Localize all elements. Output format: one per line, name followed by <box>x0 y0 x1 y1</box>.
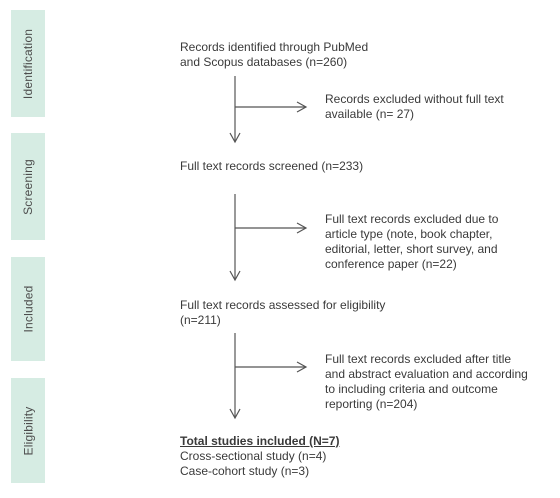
exclusion-criteria-line4: reporting (n=204) <box>325 397 418 411</box>
records-identified-line2: and Scopus databases (n=260) <box>180 55 348 69</box>
records-assessed-line1: Full text records assessed for eligibility <box>180 298 386 312</box>
exclusion-criteria <box>325 352 528 412</box>
studies-included <box>180 434 339 479</box>
exclusion-article-type-line4: conference paper (n=22) <box>325 257 457 271</box>
records-identified <box>180 40 368 70</box>
stage-label-included: Included <box>21 285 36 333</box>
exclusion-no-full-text-line1: Records excluded without full text <box>325 92 504 106</box>
exclusion-criteria-line2: and abstract evaluation and according <box>325 367 528 381</box>
exclusion-article-type-line2: article type (note, book chapter, <box>325 227 493 241</box>
records-screened-line1: Full text records screened (n=233) <box>180 159 364 173</box>
stage-label-identification: Identification <box>21 28 35 99</box>
exclusion-article-type <box>325 212 498 272</box>
exclusion-criteria-line3: to including criteria and outcome <box>325 382 498 396</box>
exclusion-no-full-text-line2: available (n= 27) <box>325 107 415 121</box>
case-cohort-count: Case-cohort study (n=3) <box>180 464 310 478</box>
exclusion-criteria-line1: Full text records excluded after title <box>325 352 512 366</box>
records-assessed-line2: (n=211) <box>180 313 221 327</box>
records-screened <box>180 159 363 174</box>
stage-label-eligibility: Eligibility <box>21 406 36 455</box>
exclusion-article-type-line1: Full text records excluded due to <box>325 212 499 226</box>
exclusion-article-type-line3: editorial, letter, short survey, and <box>325 242 498 256</box>
stage-label-screening: Screening <box>21 158 35 215</box>
exclusion-no-full-text <box>325 92 504 122</box>
cross-sectional-count: Cross-sectional study (n=4) <box>180 449 327 463</box>
total-studies-included: Total studies included (N=7) <box>180 434 340 448</box>
records-identified-line1: Records identified through PubMed <box>180 40 369 54</box>
records-assessed <box>180 298 385 328</box>
